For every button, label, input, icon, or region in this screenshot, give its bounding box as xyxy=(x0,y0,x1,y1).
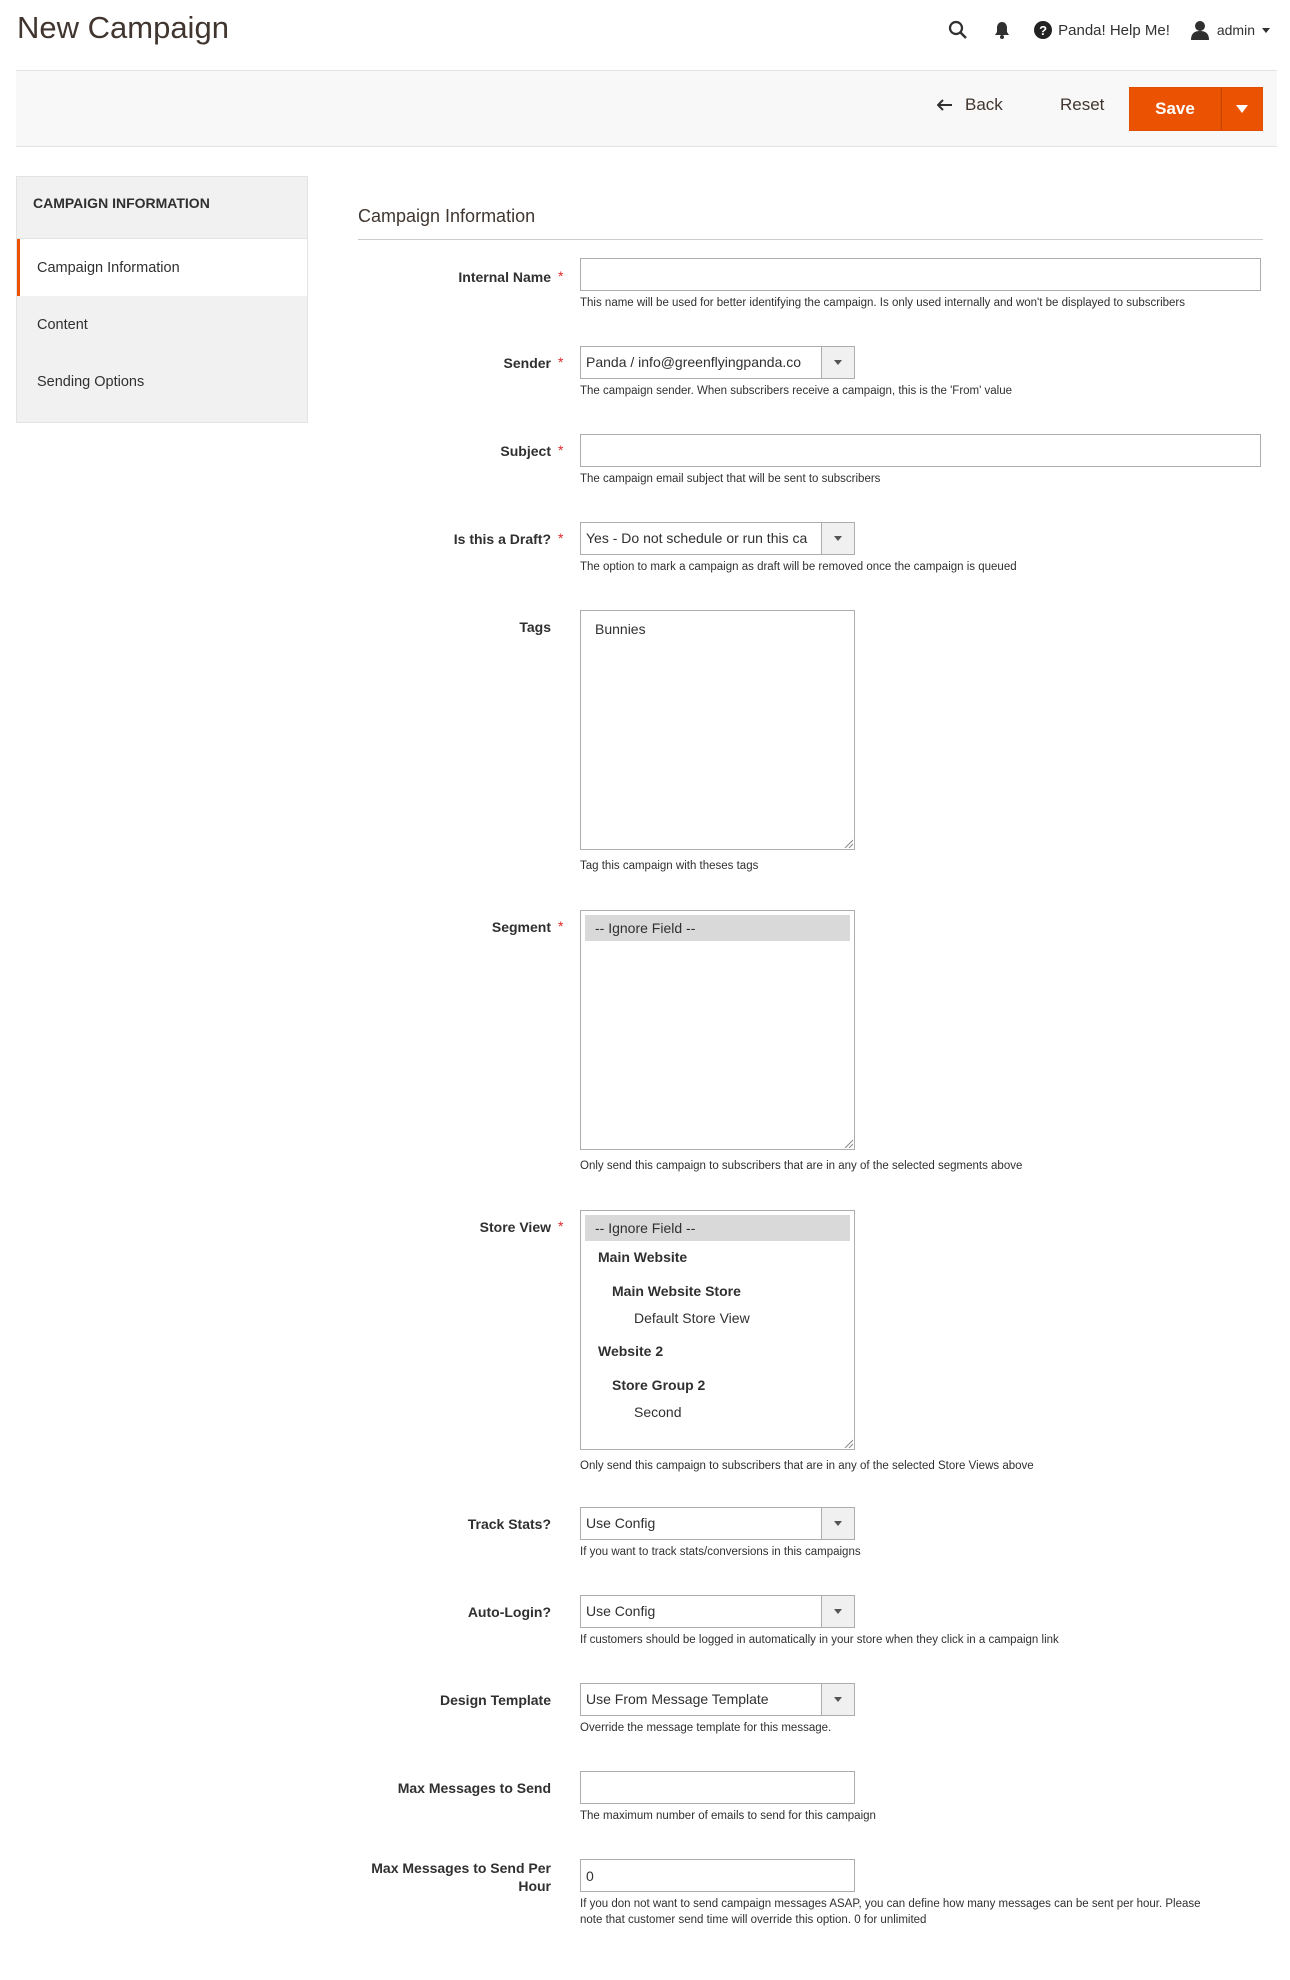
user-name: admin xyxy=(1216,22,1255,38)
design-template-label: Design Template xyxy=(440,1692,551,1708)
auto-login-value: Use Config xyxy=(586,1603,656,1619)
save-split-button xyxy=(1129,87,1263,131)
chevron-down-icon xyxy=(1262,28,1270,33)
resize-handle-icon[interactable] xyxy=(843,1438,853,1448)
store-view-note: Only send this campaign to subscribers that are in any of the selected Store Views above xyxy=(580,1460,1034,1472)
dropdown-arrow-icon xyxy=(821,347,854,378)
draft-select[interactable] xyxy=(580,522,855,555)
design-template-note: Override the message template for this message. xyxy=(580,1722,832,1734)
subject-input[interactable] xyxy=(580,434,1261,467)
track-stats-note: If you want to track stats/conversions in this campaigns xyxy=(580,1546,861,1558)
subject-label: Subject xyxy=(500,443,551,459)
internal-name-input[interactable] xyxy=(580,258,1261,291)
required-marker: * xyxy=(558,1218,564,1234)
subject-note: The campaign email subject that will be sent to subscribers xyxy=(580,473,881,485)
tab-content[interactable]: Content xyxy=(37,316,88,333)
internal-name-note: This name will be used for better identifying the campaign. Is only used internally and won't be displayed to subscribers xyxy=(580,297,1185,309)
store-view-multiselect[interactable] xyxy=(580,1210,855,1450)
tags-label: Tags xyxy=(519,619,551,635)
notification-bell-icon[interactable] xyxy=(980,15,1024,45)
page-title: New Campaign xyxy=(17,10,229,45)
required-marker: * xyxy=(558,442,564,458)
dropdown-arrow-icon xyxy=(821,1508,854,1539)
required-marker: * xyxy=(558,268,564,284)
max-per-hour-note-line1: If you don not want to send campaign messages ASAP, you can define how many messages can be sent per hour. Please xyxy=(580,1898,1201,1910)
dropdown-arrow-icon xyxy=(821,1596,854,1627)
required-marker: * xyxy=(558,530,564,546)
dropdown-arrow-icon xyxy=(821,523,854,554)
required-marker: * xyxy=(558,354,564,370)
draft-label: Is this a Draft? xyxy=(453,531,551,547)
help-link[interactable] xyxy=(1034,21,1170,39)
back-button[interactable] xyxy=(937,95,1003,115)
user-account-menu[interactable] xyxy=(1190,20,1270,40)
sender-value: Panda / info@greenflyingpanda.co xyxy=(586,354,802,370)
user-icon xyxy=(1190,20,1210,40)
page-actions-bar xyxy=(16,70,1277,147)
max-per-hour-label xyxy=(358,1859,551,1895)
max-messages-input[interactable] xyxy=(580,1771,855,1804)
track-stats-label: Track Stats? xyxy=(467,1516,551,1532)
admin-header-actions xyxy=(936,10,1270,50)
section-title: Campaign Information xyxy=(358,206,1263,240)
max-per-hour-note-line2: note that customer send time will override this option. 0 for unlimited xyxy=(580,1914,927,1926)
store-view-row xyxy=(358,1210,1263,1472)
max-per-hour-label-line2: Hour xyxy=(518,1878,551,1894)
auto-login-label: Auto-Login? xyxy=(467,1604,551,1620)
design-template-select[interactable] xyxy=(580,1683,855,1716)
auto-login-note: If customers should be logged in automatically in your store when they click in a campaign link xyxy=(580,1634,1059,1646)
store-view-label: Store View xyxy=(479,1219,551,1235)
internal-name-label: Internal Name xyxy=(458,269,551,285)
store-view-option[interactable]: Default Store View xyxy=(634,1310,750,1326)
campaign-form xyxy=(358,206,1263,1926)
tags-row xyxy=(358,610,1263,872)
max-per-hour-label-line1: Max Messages to Send Per xyxy=(371,1860,551,1876)
caret-down-icon xyxy=(1236,105,1248,113)
track-stats-value: Use Config xyxy=(586,1515,656,1531)
max-per-hour-input[interactable] xyxy=(580,1859,855,1892)
arrow-left-icon xyxy=(937,99,953,111)
tags-value: Bunnies xyxy=(595,621,646,637)
segment-label: Segment xyxy=(491,919,551,935)
help-label: Panda! Help Me! xyxy=(1058,21,1170,39)
track-stats-select[interactable] xyxy=(580,1507,855,1540)
sidebar-tabs xyxy=(16,239,308,423)
segment-row xyxy=(358,910,1263,1172)
max-messages-label: Max Messages to Send xyxy=(397,1780,551,1796)
sender-label: Sender xyxy=(503,355,551,371)
tab-sending-options[interactable]: Sending Options xyxy=(37,373,145,390)
resize-handle-icon[interactable] xyxy=(843,1138,853,1148)
auto-login-select[interactable] xyxy=(580,1595,855,1628)
resize-handle-icon[interactable] xyxy=(843,838,853,848)
segment-note: Only send this campaign to subscribers that are in any of the selected segments above xyxy=(580,1160,1023,1172)
store-view-option[interactable]: Second xyxy=(634,1404,682,1420)
segment-multiselect[interactable] xyxy=(580,910,855,1150)
back-label: Back xyxy=(965,95,1003,114)
tags-textarea[interactable] xyxy=(580,610,855,850)
draft-note: The option to mark a campaign as draft will be removed once the campaign is queued xyxy=(580,561,1017,573)
required-marker: * xyxy=(558,918,564,934)
max-messages-note: The maximum number of emails to send for this campaign xyxy=(580,1810,876,1822)
sender-note: The campaign sender. When subscribers receive a campaign, this is the 'From' value xyxy=(580,385,1013,397)
segment-option[interactable]: -- Ignore Field -- xyxy=(585,915,850,941)
sender-select[interactable] xyxy=(580,346,855,379)
max-per-hour-note xyxy=(580,1896,1201,1928)
sidebar-heading: CAMPAIGN INFORMATION xyxy=(16,176,308,239)
store-view-optgroup: Store Group 2 xyxy=(612,1377,706,1393)
tab-campaign-information[interactable]: Campaign Information xyxy=(17,239,307,296)
save-options-toggle[interactable] xyxy=(1221,87,1263,131)
store-view-optgroup: Main Website xyxy=(598,1249,688,1265)
tags-note: Tag this campaign with theses tags xyxy=(580,860,759,872)
dropdown-arrow-icon xyxy=(821,1684,854,1715)
save-button[interactable]: Save xyxy=(1129,87,1221,131)
design-template-value: Use From Message Template xyxy=(586,1691,769,1707)
sidebar xyxy=(16,176,308,423)
store-view-optgroup: Website 2 xyxy=(598,1343,664,1359)
store-view-option[interactable]: -- Ignore Field -- xyxy=(585,1215,850,1241)
help-icon: ? xyxy=(1034,21,1052,39)
store-view-optgroup: Main Website Store xyxy=(612,1283,741,1299)
reset-button[interactable]: Reset xyxy=(1060,95,1105,114)
draft-value: Yes - Do not schedule or run this ca xyxy=(586,530,808,546)
search-icon[interactable] xyxy=(936,15,980,45)
